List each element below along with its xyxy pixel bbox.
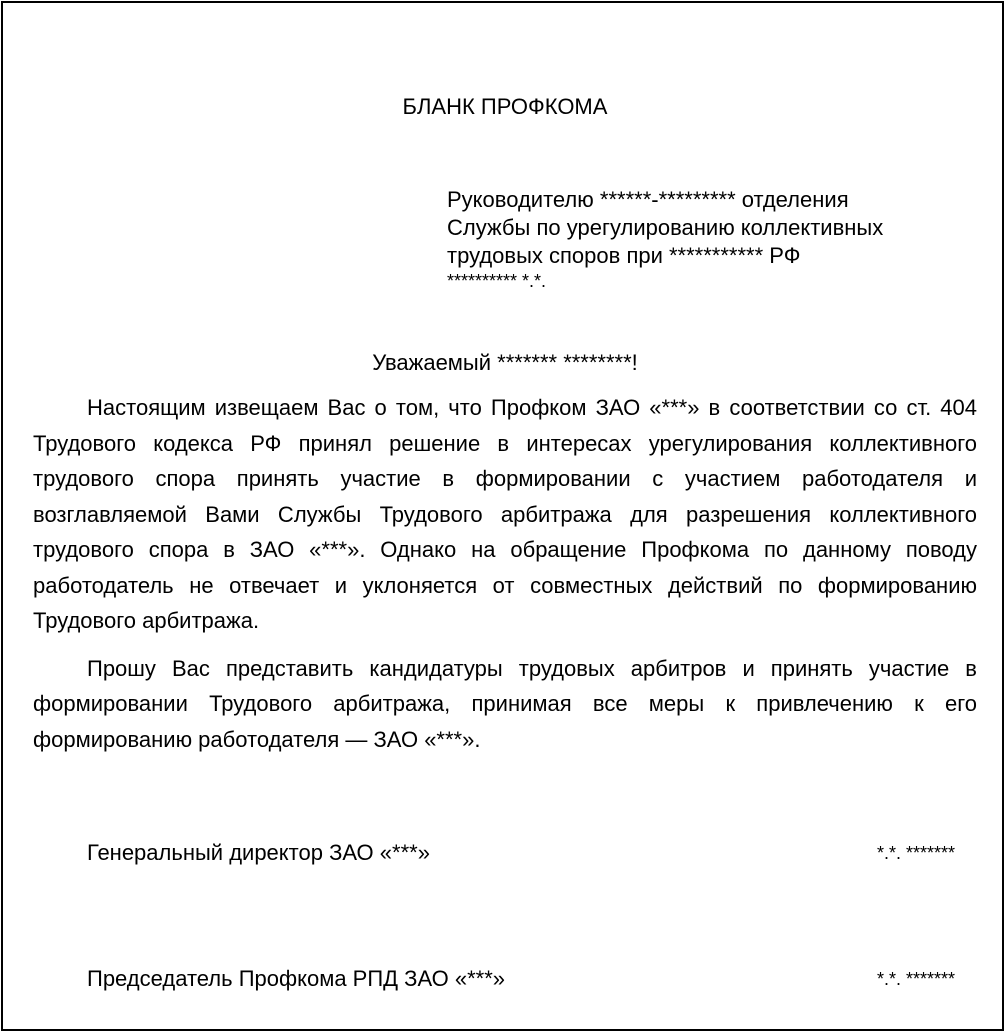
letter-body	[33, 390, 977, 757]
signature-row	[87, 840, 955, 866]
letterhead-title: БЛАНК ПРОФКОМА	[402, 94, 608, 119]
signatory-position: Генеральный директор ЗАО «***»	[87, 840, 430, 865]
body-paragraph: Прошу Вас представить кандидатуры трудовых арбитров и принять участие в формировании Трудового арбитража, принимая все меры к привлечению к его формированию работодателя — ЗАО «***».	[33, 655, 977, 752]
addressee-line: Службы по урегулированию коллективных	[447, 215, 884, 240]
signatory-name: *.*. *******	[876, 843, 955, 863]
salutation: Уважаемый ******* ********!	[372, 350, 638, 375]
signatory-position: Председатель Профкома РПД ЗАО «***»	[87, 966, 506, 991]
signatory-name: *.*. *******	[876, 969, 955, 989]
body-paragraph: Настоящим извещаем Вас о том, что Профком ЗАО «***» в соответствии со ст. 404 Трудового кодекса РФ принял решение в интересах урегулирования коллективного трудового спора принять участие в формировании с участием работодателя и возглавляемой Вами Службы Трудового арбитража для разрешения коллективного трудового спора в ЗАО «***». Однако на обращение Профкома по данному поводу работодатель не отвечает и уклоняется от совместных действий по формированию Трудового арбитража.	[33, 395, 977, 633]
addressee-block	[447, 186, 967, 292]
addressee-line: трудовых споров при *********** РФ	[447, 243, 801, 268]
signature-row	[87, 966, 955, 992]
addressee-line: Руководителю ******-********* отделения	[447, 187, 849, 212]
document-page	[1, 1, 1004, 1031]
addressee-name: ********** *.*.	[447, 271, 547, 291]
